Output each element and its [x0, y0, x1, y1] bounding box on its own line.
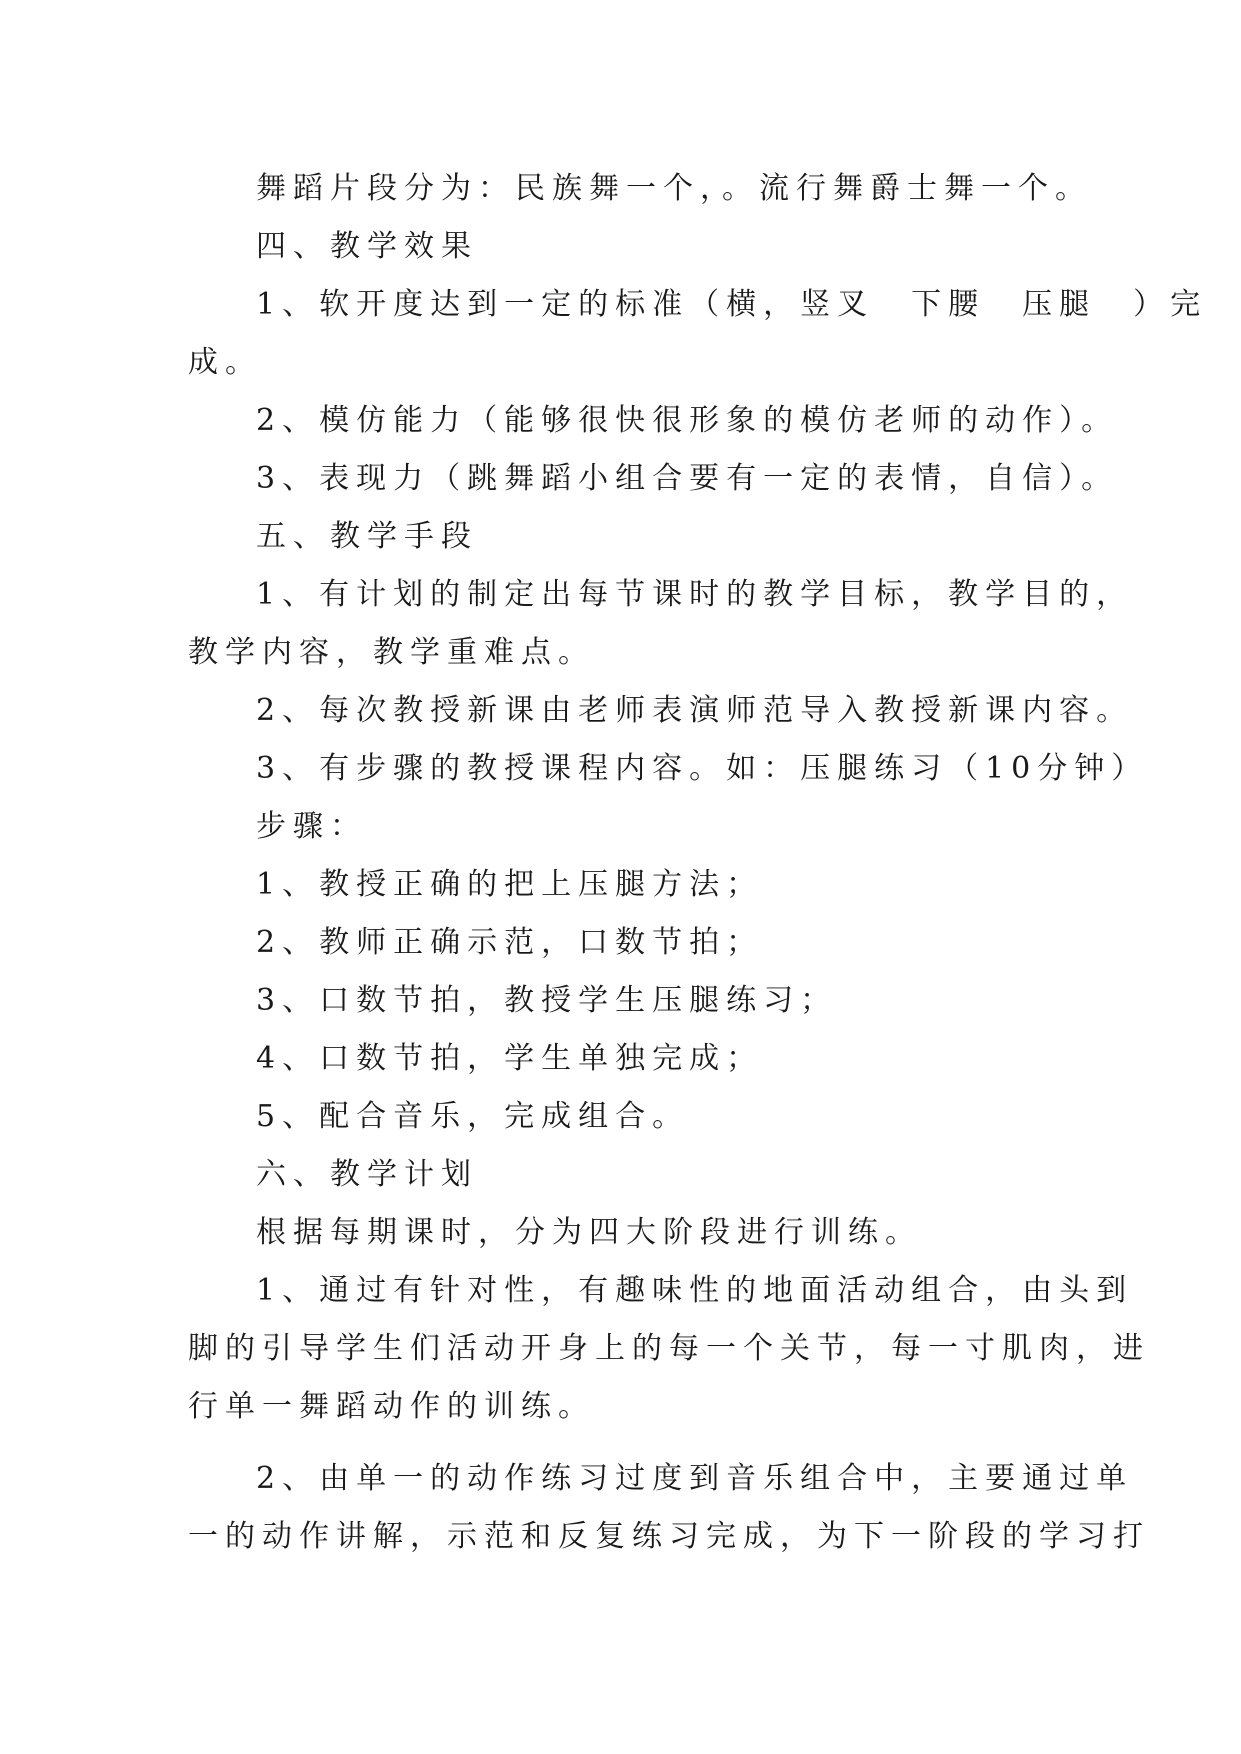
paragraph-line: 根据每期课时，分为四大阶段进行训练。 — [256, 1215, 922, 1250]
list-item: 2、教师正确示范，口数节拍； — [256, 925, 764, 960]
paragraph-line: 步骤： — [256, 809, 367, 844]
paragraph-line: 2、每次教授新课由老师表演师范导入教授新课内容。 — [256, 693, 1134, 728]
paragraph-line: 成。 — [188, 345, 262, 380]
list-item: 3、口数节拍，教授学生压腿练习； — [256, 983, 838, 1018]
paragraph-line: 1、软开度达到一定的标准（横，竖叉 下腰 压腿 ）完 — [256, 287, 1208, 322]
section-heading: 五、教学手段 — [256, 519, 478, 554]
paragraph-line: 1、通过有针对性，有趣味性的地面活动组合，由头到 — [256, 1273, 1134, 1308]
list-item: 4、口数节拍，学生单独完成； — [256, 1041, 764, 1076]
paragraph-line: 教学内容，教学重难点。 — [188, 635, 595, 670]
paragraph-line: 3、表现力（跳舞蹈小组合要有一定的表情，自信）。 — [256, 461, 1119, 496]
document-body — [188, 160, 1208, 1566]
paragraph-line: 脚的引导学生们活动开身上的每一个关节，每一寸肌肉，进 — [188, 1331, 1150, 1366]
paragraph-line: 1、有计划的制定出每节课时的教学目标，教学目的， — [256, 577, 1134, 612]
paragraph-line: 行单一舞蹈动作的训练。 — [188, 1389, 595, 1424]
paragraph-line: 3、有步骤的教授课程内容。如：压腿练习（10分钟） — [256, 751, 1149, 786]
list-item: 1、教授正确的把上压腿方法； — [256, 867, 764, 902]
paragraph-gap — [188, 1436, 1058, 1450]
paragraph-line: 一的动作讲解，示范和反复练习完成，为下一阶段的学习打 — [188, 1519, 1150, 1554]
paragraph-line: 舞蹈片段分为：民族舞一个，。流行舞爵士舞一个。 — [256, 171, 1092, 206]
paragraph-line: 2、由单一的动作练习过度到音乐组合中，主要通过单 — [256, 1461, 1134, 1496]
paragraph-line: 2、模仿能力（能够很快很形象的模仿老师的动作）。 — [256, 403, 1119, 438]
section-heading: 六、教学计划 — [256, 1157, 478, 1192]
list-item: 5、配合音乐，完成组合。 — [256, 1099, 690, 1134]
section-heading: 四、教学效果 — [256, 229, 478, 264]
